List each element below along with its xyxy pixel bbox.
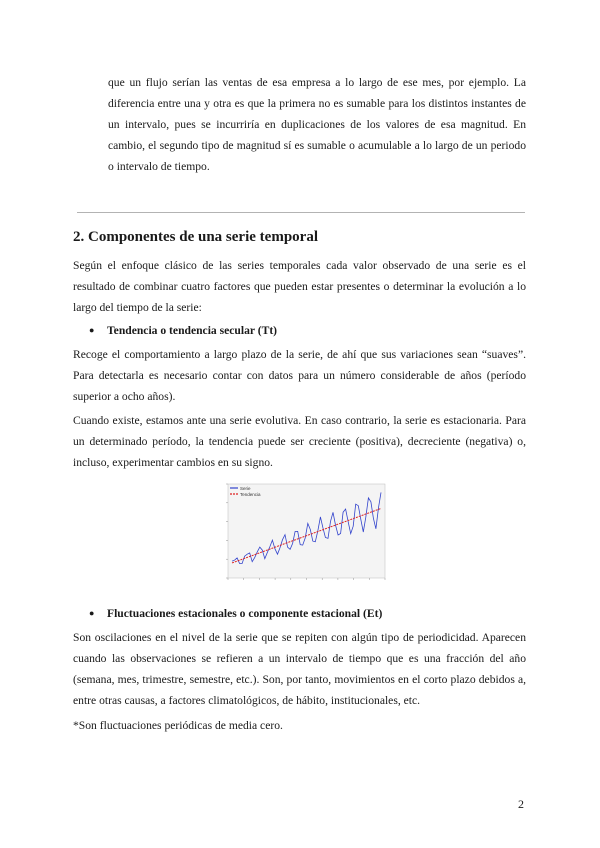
- intro-paragraph: que un flujo serían las ventas de esa empresa a lo largo de ese mes, por ejemplo. La diferencia entre una y otra es que la primera no es sumable para los distintos instantes de un intervalo, pues se incurriría en duplicaciones de los valores de esa magnitud. En cambio, el segundo tipo de magnitud sí es sumable o acumulable a lo largo de un periodo o intervalo de tiempo.: [108, 76, 526, 173]
- section-divider: [77, 212, 525, 213]
- trend-chart-figure: [210, 478, 390, 590]
- bullet-trend: [89, 320, 277, 341]
- seasonal-paragraph-2: *Son fluctuaciones periódicas de media cero.: [73, 719, 283, 732]
- section-heading: 2. Componentes de una serie temporal: [73, 229, 318, 245]
- section-intro-paragraph: Según el enfoque clásico de las series temporales cada valor observado de una serie es el resultado de combinar cuatro factores que pueden estar presentes o determinar la evolución a lo largo del tiempo de la serie:: [73, 259, 526, 314]
- legend-series-label: Serie: [240, 486, 251, 491]
- bullet-icon: ●: [89, 608, 95, 618]
- legend-trend-label: Tendencia: [240, 492, 261, 497]
- trend-paragraph-1: Recoge el comportamiento a largo plazo de la serie, de ahí que sus variaciones sean “suaves”. Para detectarla es necesario contar con datos para un número considerable de años (período superior a ocho años).: [73, 348, 526, 403]
- bullet-seasonal: [89, 603, 382, 624]
- bullet-trend-title: Tendencia o tendencia secular (Tt): [107, 324, 278, 337]
- trend-paragraph-2: Cuando existe, estamos ante una serie evolutiva. En caso contrario, la serie es estacionaria. Para un determinado período, la tendencia puede ser creciente (positiva), decreciente (negativa) o, incluso, experimentar cambios en su signo.: [73, 414, 526, 469]
- page-number: 2: [518, 797, 524, 811]
- bullet-seasonal-title: Fluctuaciones estacionales o componente estacional (Et): [107, 607, 383, 620]
- seasonal-paragraph-1: Son oscilaciones en el nivel de la serie que se repiten con algún tipo de periodicidad. Aparecen cuando las observaciones se refieren a un intervalo de tiempo que es una fracción del año (semana, mes, trimestre, semestre, etc.). Son, por tanto, movimientos en el corto plazo debidos a, entre otras causas, a factores climatológicos, de hábito, institucionales, etc.: [73, 631, 526, 707]
- bullet-icon: ●: [89, 325, 95, 335]
